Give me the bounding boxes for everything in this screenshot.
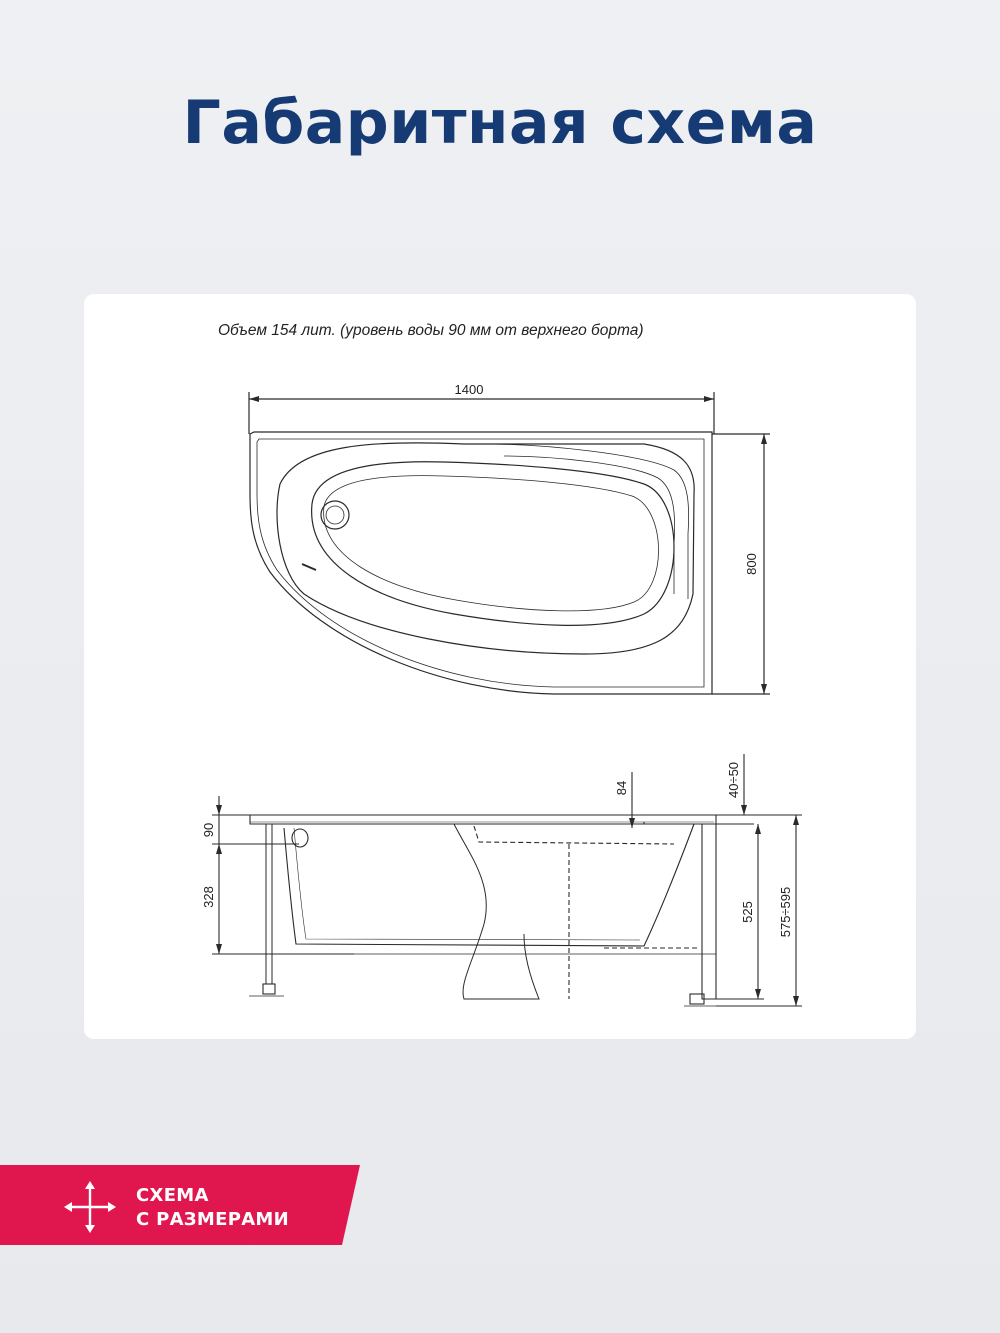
diagram-card bbox=[84, 294, 916, 1039]
tub-outline bbox=[250, 432, 712, 694]
bowl-depth-label: 328 bbox=[201, 886, 216, 908]
inner-bowl bbox=[312, 462, 674, 626]
badge-label bbox=[136, 1184, 289, 1232]
volume-note: Объем 154 лит. (уровень воды 90 мм от верхнего борта) bbox=[218, 322, 644, 339]
length-label: 1400 bbox=[454, 382, 484, 397]
bathtub-dimension-drawing bbox=[84, 294, 916, 1039]
four-arrows-icon bbox=[62, 1179, 118, 1235]
rim-offset-label: 84 bbox=[614, 780, 629, 796]
page-title: Габаритная схема bbox=[182, 88, 818, 158]
base-height-label: 525 bbox=[740, 901, 755, 923]
badge-line-2: С РАЗМЕРАМИ bbox=[136, 1209, 289, 1230]
front-rim bbox=[250, 815, 716, 824]
right-panel bbox=[702, 824, 716, 999]
total-height-label: 575÷595 bbox=[778, 886, 793, 938]
badge-line-1: СХЕМА bbox=[136, 1185, 209, 1206]
front-view bbox=[212, 754, 802, 1006]
water-level-label: 90 bbox=[201, 822, 216, 838]
dimensions-badge bbox=[0, 1165, 360, 1245]
drain-outer bbox=[321, 501, 349, 529]
overflow-fitting bbox=[292, 829, 308, 847]
drain-inner bbox=[326, 506, 344, 524]
width-label: 800 bbox=[744, 553, 759, 575]
leg-left bbox=[263, 984, 275, 994]
bowl-rim bbox=[277, 443, 694, 654]
top-view bbox=[249, 392, 770, 694]
rim-range-label: 40÷50 bbox=[726, 761, 741, 799]
